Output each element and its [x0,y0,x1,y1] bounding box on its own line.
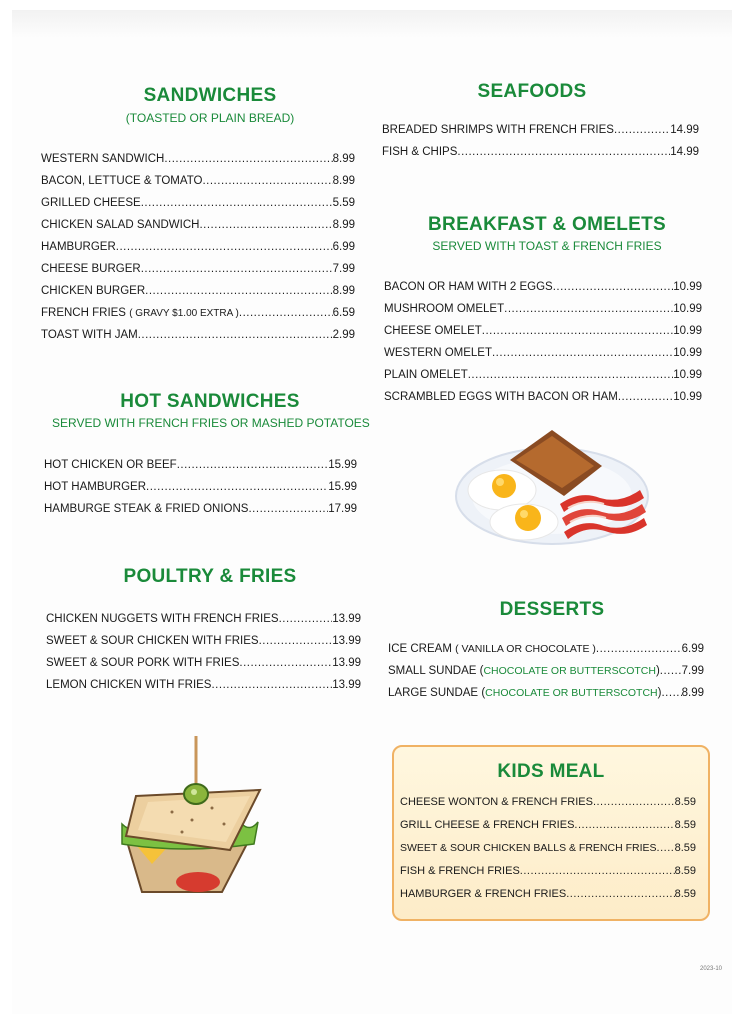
menu-page [12,10,732,1014]
menu-item: PLAIN OMELET ..... 10.99 [384,369,702,381]
menu-item: WESTERN OMELET ..... 10.99 [384,347,702,359]
breakfast-plate-illustration [452,422,652,550]
scan-edge-shadow [12,10,732,38]
menu-item: GRILL CHEESE & FRENCH FRIES ..... 8.59 [400,819,696,831]
menu-item: FRENCH FRIES ( GRAVY $1.00 EXTRA ) ..... 6.59 [41,307,355,319]
menu-item: BACON OR HAM WITH 2 EGGS ..... 10.99 [384,281,702,293]
menu-item: SCRAMBLED EGGS WITH BACON OR HAM ..... 10.99 [384,391,702,403]
sandwiches-subtitle: (TOASTED OR PLAIN BREAD) [125,111,295,125]
menu-item: HOT HAMBURGER ..... 15.99 [44,481,357,493]
menu-item: CHICKEN BURGER ..... 8.99 [41,285,355,297]
menu-item: HOT CHICKEN OR BEEF ..... 15.99 [44,459,357,471]
menu-item-note: ( VANILLA OR CHOCOLATE ) [455,643,596,655]
menu-item: BREADED SHRIMPS WITH FRENCH FRIES ..... 14.99 [382,124,699,136]
menu-item-note: ( GRAVY $1.00 EXTRA ) [129,308,239,319]
menu-item-note: CHOCOLATE OR BUTTERSCOTCH [483,665,656,677]
menu-item: WESTERN SANDWICH ..... 8.99 [41,153,355,165]
menu-item-note: CHOCOLATE OR BUTTERSCOTCH [485,687,658,699]
breakfast-heading: BREAKFAST & OMELETS [428,214,666,235]
menu-item: CHEESE WONTON & FRENCH FRIES ..... 8.59 [400,796,696,808]
menu-item: SWEET & SOUR CHICKEN WITH FRIES ..... 13.99 [46,635,361,647]
kids-meal-heading: KIDS MEAL [497,761,605,782]
menu-item: SWEET & SOUR PORK WITH FRIES ..... 13.99 [46,657,361,669]
sandwich-illustration [112,732,272,904]
hot-sandwiches-subtitle: SERVED WITH FRENCH FRIES OR MASHED POTATOES [52,416,370,430]
menu-item: SMALL SUNDAE ( CHOCOLATE OR BUTTERSCOTCH ) ..... 7.99 [388,665,704,677]
menu-item: MUSHROOM OMELET ..... 10.99 [384,303,702,315]
print-code: 2023-10 [700,966,723,972]
menu-item: CHICKEN NUGGETS WITH FRENCH FRIES ..... 13.99 [46,613,361,625]
menu-item: HAMBURGER ..... 6.99 [41,241,355,253]
hot-sandwiches-heading: HOT SANDWICHES [120,391,300,412]
menu-item: BACON, LETTUCE & TOMATO ..... 8.99 [41,175,355,187]
breakfast-subtitle: SERVED WITH TOAST & FRENCH FRIES [432,239,662,253]
menu-item: SWEET & SOUR CHICKEN BALLS & FRENCH FRIES ..... 8.59 [400,842,696,854]
seafoods-heading: SEAFOODS [477,81,587,102]
menu-item: LEMON CHICKEN WITH FRIES ..... 13.99 [46,679,361,691]
menu-item: ICE CREAM ( VANILLA OR CHOCOLATE ) ..... 6.99 [388,643,704,655]
menu-item: HAMBURGE STEAK & FRIED ONIONS ..... 17.99 [44,503,357,515]
sandwiches-heading: SANDWICHES [143,85,277,106]
menu-item: CHEESE OMELET ..... 10.99 [384,325,702,337]
menu-item: TOAST WITH JAM ..... 2.99 [41,329,355,341]
menu-item: FISH & FRENCH FRIES ..... 8.59 [400,865,696,877]
menu-item: CHEESE BURGER ..... 7.99 [41,263,355,275]
poultry-heading: POULTRY & FRIES [123,566,297,587]
menu-item: HAMBURGER & FRENCH FRIES ..... 8.59 [400,888,696,900]
menu-item: CHICKEN SALAD SANDWICH ..... 8.99 [41,219,355,231]
menu-item: LARGE SUNDAE ( CHOCOLATE OR BUTTERSCOTCH ) ..... 8.99 [388,687,704,699]
desserts-heading: DESSERTS [499,599,605,620]
menu-item: FISH & CHIPS ..... 14.99 [382,146,699,158]
menu-item: GRILLED CHEESE ..... 5.59 [41,197,355,209]
